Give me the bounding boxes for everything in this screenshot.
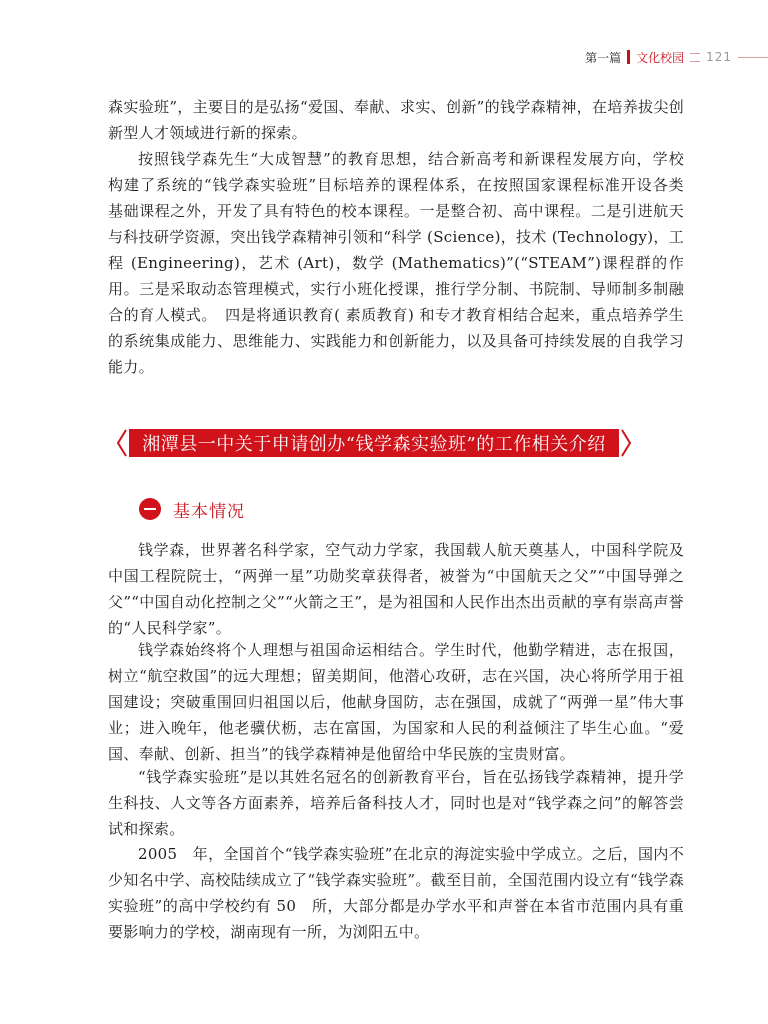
header-double-rule	[690, 53, 700, 62]
paragraph-spirit: 钱学森始终将个人理想与祖国命运相结合。学生时代，他勤学精进，志在报国，树立“航空救国”的远大理想；留美期间，他潜心攻研，志在兴国，决心将所学用于祖国建设；突破重围回归祖国以后，他献身国防，志在强国，成就了“两弹一星”伟大事业；进入晚年，他老骥伏枥，志在富国，为国家和人民的利益倾注了毕生心血。“爱国、奉献、创新、担当”的钱学森精神是他留给中华民族的宝贵财富。	[108, 641, 684, 763]
banner-title: 湘潭县一中关于申请创办“钱学森实验班”的工作相关介绍	[142, 434, 606, 455]
running-header	[585, 45, 768, 69]
banner-right-chevron-icon	[620, 429, 632, 457]
section-title: 基本情况	[173, 501, 245, 522]
banner-heading	[129, 429, 619, 457]
section-number-badge-icon	[139, 498, 161, 520]
header-rule	[738, 57, 768, 58]
paragraph-curriculum: 按照钱学森先生“大成智慧”的教育思想，结合新高考和新课程发展方向，学校 构建了系统的“钱学森实验班”目标培养的课程体系，在按照国家课程标准开设各类 基础课程之外，开发了具有特色的校本课程。一是整合初、高中课程。二是引进航天 与科技研学资源，突出钱学森精神引领和“科学 (Science)，技术 (Technology)，工程 (Engineering)，艺术 (Art)，数学 (Mathematics)”(“STEAM”)课程群的作用。三是采取动态管理模式，实行小班化授课，推行学分制、书院制、导师制多制融合的育人模式。 四是将通识教育( 素质教育) 和专才教育相结合起来，重点培养学生的系统集成能力、思维能力、实践能力和创新能力，以及具备可持续发展的自我学习能力。	[108, 150, 700, 376]
paragraph-continued: 森实验班”，主要目的是弘扬“爱国、奉献、求实、创新”的钱学森精神，在培养拔尖创新型人才领域进行新的探索。	[108, 98, 684, 142]
header-part: 第一篇	[585, 50, 622, 65]
page-number: 121	[706, 50, 732, 64]
section-heading	[139, 496, 245, 522]
header-section: 文化校园	[636, 50, 685, 65]
banner-left-chevron-icon	[116, 429, 128, 457]
paragraph-platform: “钱学森实验班”是以其姓名冠名的创新教育平台，旨在弘扬钱学森精神，提升学生科技、人文等各方面素养，培养后备科技人才，同时也是对“钱学森之问”的解答尝试和探索。	[108, 768, 684, 838]
paragraph-history: 2005 年，全国首个“钱学森实验班”在北京的海淀实验中学成立。之后，国内不少知名中学、高校陆续成立了“钱学森实验班”。截至目前，全国范围内设立有“钱学森实验班”的高中学校约有 50 所，大部分都是办学水平和声誉在本省市范围内具有重要影响力的学校，湖南现有一所，为浏阳五中。	[108, 845, 684, 941]
paragraph-biography: 钱学森，世界著名科学家，空气动力学家，我国载人航天奠基人，中国科学院及中国工程院院士，“两弹一星”功勋奖章获得者，被誉为“中国航天之父”“中国导弹之父”“中国自动化控制之父”“火箭之王”，是为祖国和人民作出杰出贡献的享有崇高声誉的“人民科学家”。	[108, 541, 684, 637]
header-divider-bar	[627, 50, 630, 64]
